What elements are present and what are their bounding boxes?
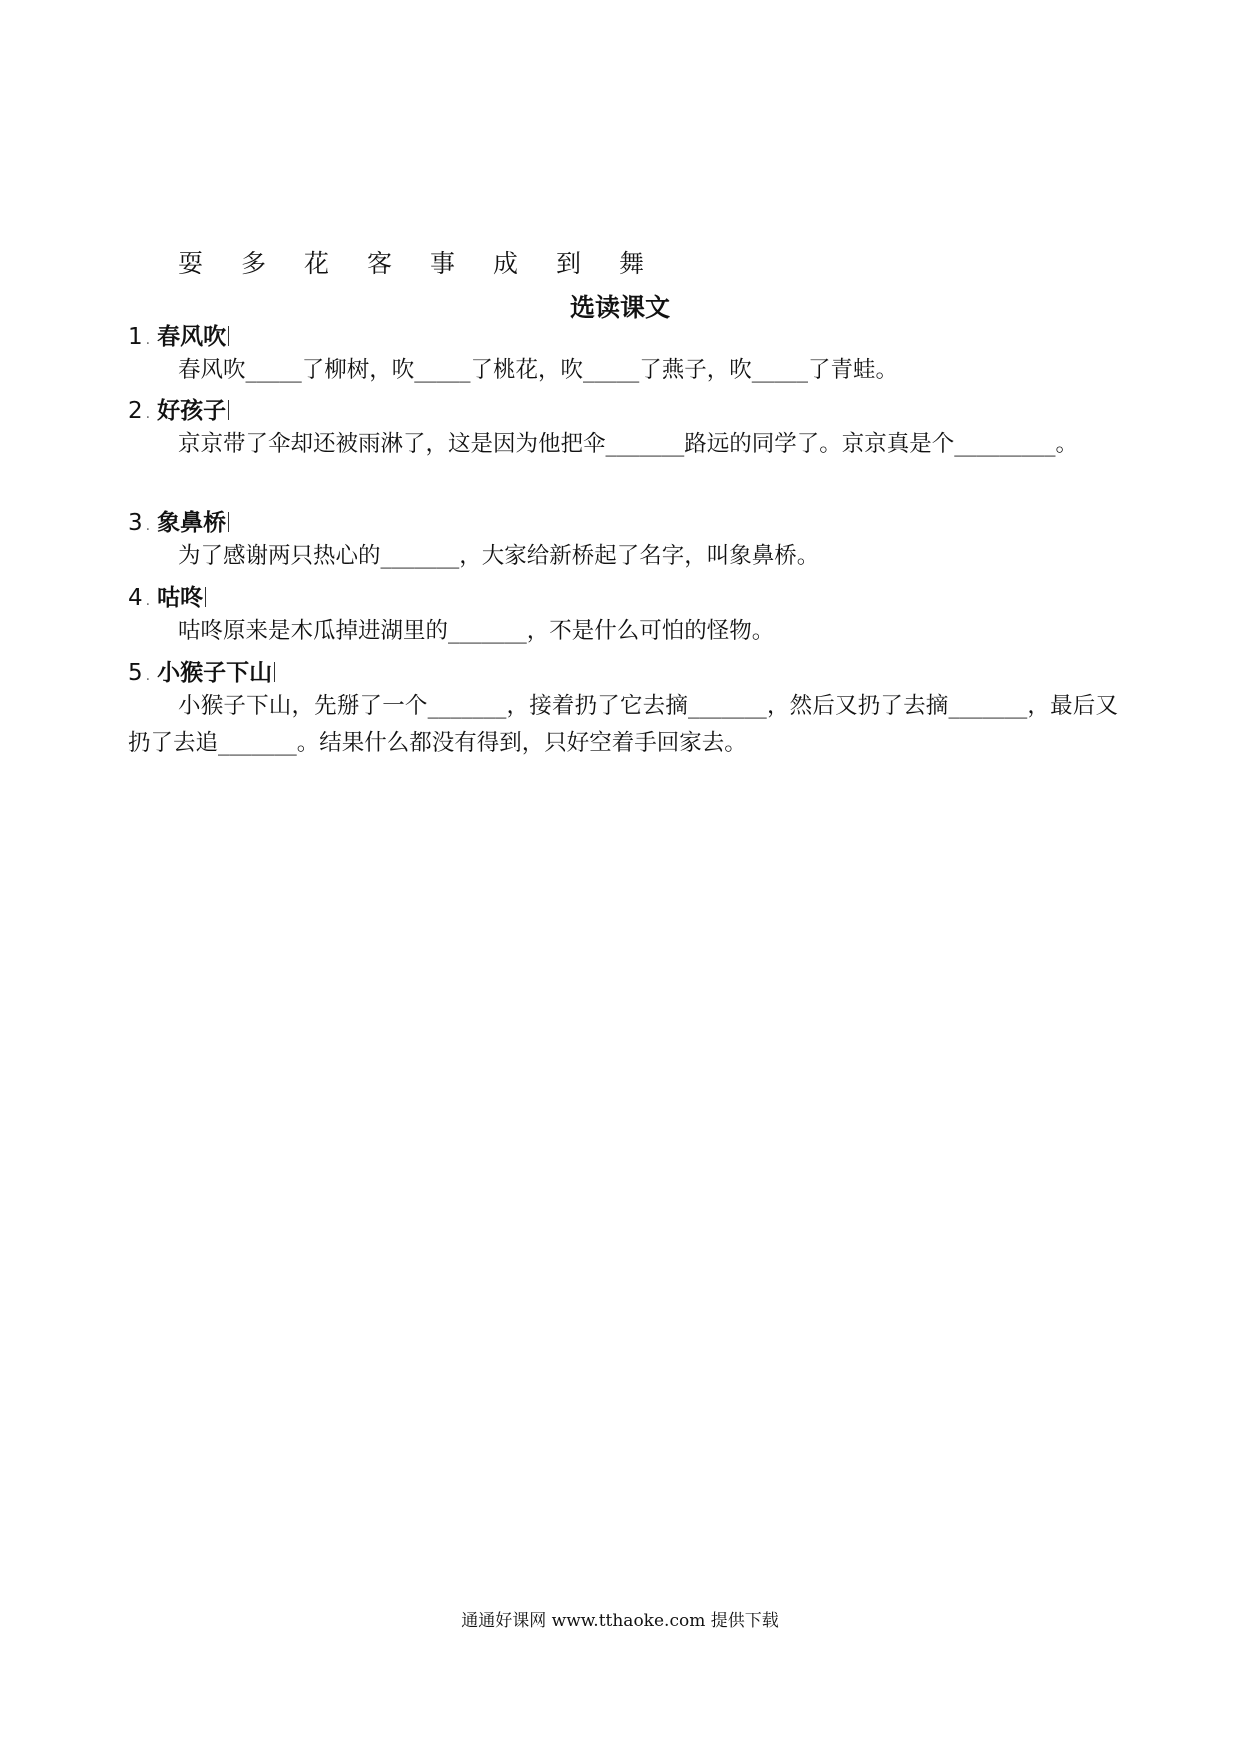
character: 事 — [430, 249, 456, 278]
item-text: 春风吹_____了柳树，吹_____了桃花，吹_____了燕子，吹_____了青蛙。 — [178, 357, 899, 383]
exercise-item-3: 3 . 象鼻桥 为了感谢两只热心的_______，大家给新桥起了名字，叫象鼻桥。 — [128, 508, 1118, 575]
character: 花 — [304, 249, 330, 278]
item-title: 春风吹 — [157, 324, 227, 350]
exercise-item-1: 1 . 春风吹 春风吹_____了柳树，吹_____了桃花，吹_____了燕子，吹_____了青蛙。 — [128, 322, 1118, 389]
character-list — [178, 244, 682, 280]
item-number: 1 — [128, 324, 143, 350]
item-title: 好孩子 — [157, 398, 227, 424]
item-title: 小猴子下山 — [157, 660, 273, 686]
exercise-item-2: 2 . 好孩子 京京带了伞却还被雨淋了，这是因为他把伞_______路远的同学了。京京真是个_________。 — [128, 396, 1118, 463]
character: 耍 — [178, 249, 204, 278]
exercise-item-4: 4 . 咕咚 咕咚原来是木瓜掉进湖里的_______，不是什么可怕的怪物。 — [128, 583, 1118, 650]
character: 舞 — [619, 249, 645, 278]
character: 成 — [493, 249, 519, 278]
character: 客 — [367, 249, 393, 278]
item-title: 咕咚 — [157, 585, 204, 611]
item-number: 5 — [128, 660, 143, 686]
character: 到 — [556, 249, 582, 278]
item-title: 象鼻桥 — [157, 510, 227, 536]
item-number: 3 — [128, 510, 143, 536]
exercise-item-5: 5 . 小猴子下山 小猴子下山，先掰了一个_______，接着扔了它去摘_______，然后又扔了去摘_______，最后又扔了去追_______。结果什么都没有得到，只好空着手回家去。 — [128, 658, 1118, 762]
item-text: 为了感谢两只热心的_______，大家给新桥起了名字，叫象鼻桥。 — [178, 543, 820, 569]
item-number: 4 — [128, 585, 143, 611]
item-text: 京京带了伞却还被雨淋了，这是因为他把伞_______路远的同学了。京京真是个_________。 — [178, 431, 1079, 457]
section-title: 选读课文 — [569, 293, 670, 322]
page-footer: 通通好课网 www.tthaoke.com 提供下载 — [461, 1611, 779, 1631]
item-text: 咕咚原来是木瓜掉进湖里的_______，不是什么可怕的怪物。 — [178, 618, 775, 644]
item-text: 小猴子下山，先掰了一个_______，接着扔了它去摘_______，然后又扔了去摘_______，最后又扔了去追_______。结果什么都没有得到，只好空着手回家去。 — [128, 693, 1118, 756]
character: 多 — [241, 249, 267, 278]
item-number: 2 — [128, 398, 143, 424]
